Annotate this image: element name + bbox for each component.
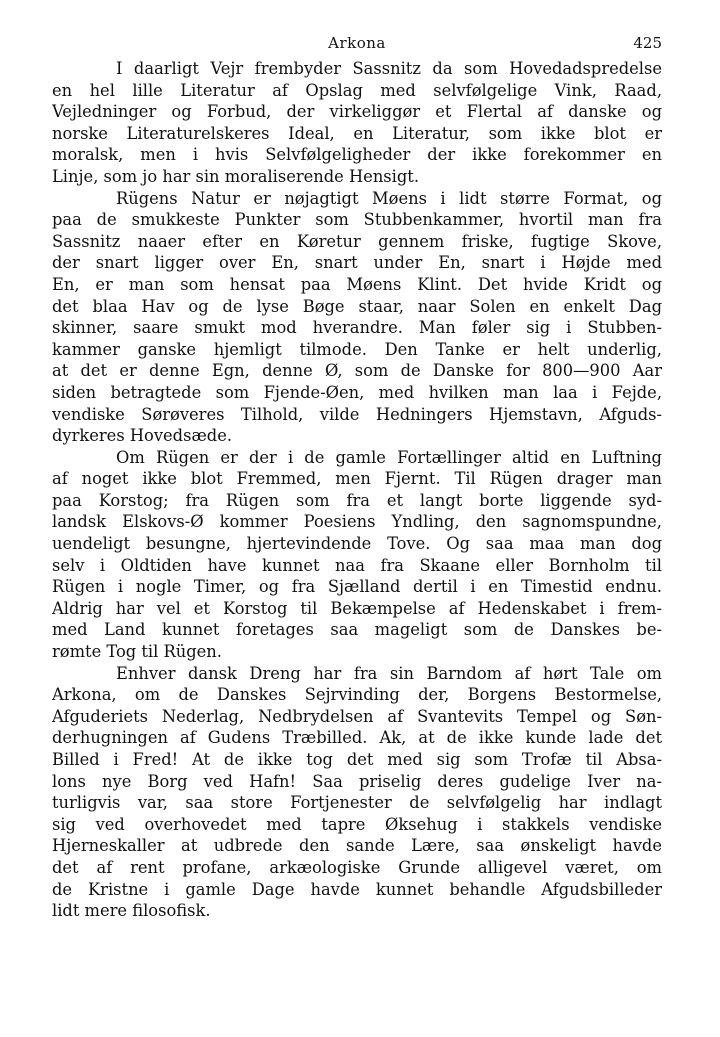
text-line: Enhver dansk Dreng har fra sin Barndom af hørt Tale om — [116, 663, 662, 683]
text-line: skinner, saare smukt mod hverandre. Man føler sig i Stubben- — [52, 318, 662, 338]
text-line: sig ved overhovedet med tapre Øksehug i stakkels vendiske — [52, 814, 662, 834]
text-line: En, er man som hensat paa Møens Klint. Det hvide Kridt og — [52, 274, 662, 294]
paragraph-4 — [52, 663, 662, 922]
text-line: I daarligt Vejr frembyder Sassnitz da som Hovedadspredelse — [116, 59, 662, 78]
text-line: paa Korstog; fra Rügen som fra et langt borte liggende syd- — [52, 490, 662, 510]
paragraph-1 — [52, 58, 662, 188]
text-line: derhugningen af Gudens Træbilled. Ak, at de ikke kunde lade det — [52, 728, 662, 748]
page-number: 425 — [633, 34, 662, 52]
text-line: Afguderiets Nederlag, Nedbrydelsen af Svantevits Tempel og Søn- — [52, 706, 662, 726]
text-line: Om Rügen er der i de gamle Fortællinger altid en Luftning — [116, 447, 662, 467]
text-line: rømte Tog til Rügen. — [52, 642, 222, 662]
text-line: det af rent profane, arkæologiske Grunde alligevel været, om — [52, 857, 662, 877]
text-line: paa de smukkeste Punkter som Stubbenkammer, hvortil man fra — [52, 210, 662, 230]
text-line: Linje, som jo har sin moraliserende Hensigt. — [52, 166, 420, 186]
text-line: en hel lille Literatur af Opslag med selvfølgelige Vink, Raad, — [52, 80, 662, 100]
text-line: lidt mere filosofisk. — [52, 901, 211, 921]
text-line: norske Literaturelskeres Ideal, en Literatur, som ikke blot er — [52, 123, 662, 143]
text-line: dyrkeres Hovedsæde. — [52, 426, 233, 446]
text-line: at det er denne Egn, denne Ø, som de Danske for 800—900 Aar — [52, 361, 662, 381]
text-line: der snart ligger over En, snart under En, snart i Højde med — [52, 253, 662, 273]
text-line: moralsk, men i hvis Selvfølgeligheder der ikke forekommer en — [52, 145, 662, 165]
text-line: Rügens Natur er nøjagtigt Møens i lidt større Format, og — [116, 188, 662, 208]
text-line: siden betragtede som Fjende-Øen, med hvilken man laa i Fejde, — [52, 382, 662, 402]
text-line: kammer ganske hjemligt tilmode. Den Tanke er helt underlig, — [52, 339, 662, 359]
text-line: Billed i Fred! At de ikke tog det med sig som Trofæ til Absa- — [52, 750, 662, 769]
text-line: det blaa Hav og de lyse Bøge staar, naar Solen en enkelt Dag — [52, 296, 662, 316]
running-header — [52, 34, 662, 60]
text-line: de Kristne i gamle Dage havde kunnet behandle Afgudsbilleder — [52, 879, 662, 899]
text-line: vendiske Sørøveres Tilhold, vilde Hedningers Hjemstavn, Afguds- — [52, 404, 662, 424]
text-line: lons nye Borg ved Hafn! Saa priselig deres gudelige Iver na- — [52, 771, 662, 791]
text-line: Hjerneskaller at udbrede den sande Lære, saa ønskeligt havde — [52, 836, 662, 856]
text-line: turligvis var, saa store Fortjenester de selvfølgelig har indlagt — [52, 793, 662, 813]
running-title: Arkona — [328, 34, 386, 52]
text-line: uendeligt besungne, hjertevindende Tove. Og saa maa man dog — [52, 534, 662, 554]
paragraph-3 — [52, 447, 662, 663]
text-line: Aldrig har vel et Korstog til Bekæmpelse af Hedenskabet i frem- — [52, 598, 662, 618]
body-text — [52, 58, 662, 922]
text-line: Vejledninger og Forbud, der virkeliggør et Flertal af danske og — [52, 102, 662, 122]
text-line: af noget ikke blot Fremmed, men Fjernt. Til Rügen drager man — [52, 469, 662, 489]
text-line: selv i Oldtiden have kunnet naa fra Skaane eller Bornholm til — [52, 555, 662, 575]
text-line: Arkona, om de Danskes Sejrvinding der, Borgens Bestormelse, — [52, 685, 662, 705]
text-line: med Land kunnet foretages saa mageligt som de Danskes be- — [52, 620, 662, 640]
text-line: Rügen i nogle Timer, og fra Sjælland dertil i en Timestid endnu. — [52, 577, 662, 597]
text-line: Sassnitz naaer efter en Køretur gennem friske, fugtige Skove, — [52, 231, 662, 251]
text-line: landsk Elskovs-Ø kommer Poesiens Yndling, den sagnomspundne, — [52, 512, 662, 532]
paragraph-2 — [52, 188, 662, 447]
